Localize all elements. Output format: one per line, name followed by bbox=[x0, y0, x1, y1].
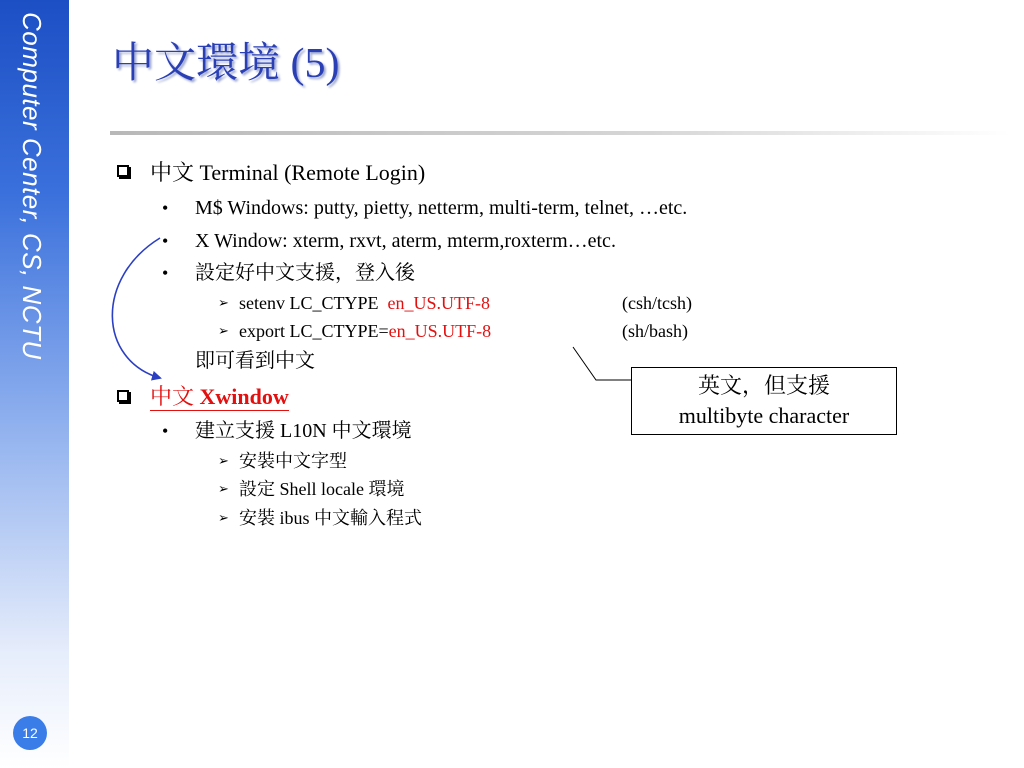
arrow-bullet-icon: ➢ bbox=[218, 481, 229, 496]
item-terminal-label: 中文 Terminal (Remote Login) bbox=[150, 160, 426, 185]
arrow-bullet-icon: ➢ bbox=[218, 323, 229, 338]
dot-bullet-icon: • bbox=[162, 263, 169, 283]
page-number-badge: 12 bbox=[13, 716, 47, 750]
setting-sh-command: export LC_CTYPE= bbox=[239, 321, 389, 341]
curved-arrow bbox=[112, 238, 160, 378]
setting-sh-shell: (sh/bash) bbox=[622, 321, 688, 341]
dot-bullet-icon: • bbox=[162, 421, 169, 441]
setting-csh-command: setenv LC_CTYPE bbox=[239, 293, 388, 313]
after-login-text: 即可看到中文 bbox=[195, 350, 315, 372]
step-shell-locale: 設定 Shell locale 環境 bbox=[239, 479, 405, 499]
bullet-windows-clients: M$ Windows: putty, pietty, netterm, multi-term, telnet, …etc. bbox=[195, 197, 688, 219]
setting-csh-shell: (csh/tcsh) bbox=[622, 293, 692, 313]
callout-line-2: multibyte character bbox=[678, 403, 850, 428]
step-install-fonts: 安裝中文字型 bbox=[239, 451, 347, 471]
item-xwindow-label-en: Xwindow bbox=[199, 384, 289, 409]
arrow-bullet-icon: ➢ bbox=[218, 510, 229, 525]
item-xwindow-label-zh: 中文 bbox=[150, 384, 200, 409]
bullet-l10n: 建立支援 L10N 中文環境 bbox=[195, 420, 412, 442]
bullet-xwindow-clients: X Window: xterm, rxvt, aterm, mterm,roxterm…etc. bbox=[195, 230, 616, 252]
dot-bullet-icon: • bbox=[162, 198, 169, 218]
setting-sh-value: en_US.UTF-8 bbox=[388, 321, 492, 341]
sidebar-title: Computer Center, CS, NCTU bbox=[17, 12, 47, 360]
arrow-bullet-icon: ➢ bbox=[218, 295, 229, 310]
setting-csh-value: en_US.UTF-8 bbox=[387, 293, 490, 313]
callout-leader-line bbox=[573, 347, 631, 380]
arrow-bullet-icon: ➢ bbox=[218, 453, 229, 468]
slide-title: 中文環境 (5) bbox=[112, 41, 340, 87]
bullet-setup-chinese: 設定好中文支援，登入後 bbox=[195, 262, 415, 284]
callout-line-1: 英文，但支援 bbox=[697, 373, 830, 398]
dot-bullet-icon: • bbox=[162, 231, 169, 251]
step-ibus: 安裝 ibus 中文輸入程式 bbox=[239, 508, 423, 528]
